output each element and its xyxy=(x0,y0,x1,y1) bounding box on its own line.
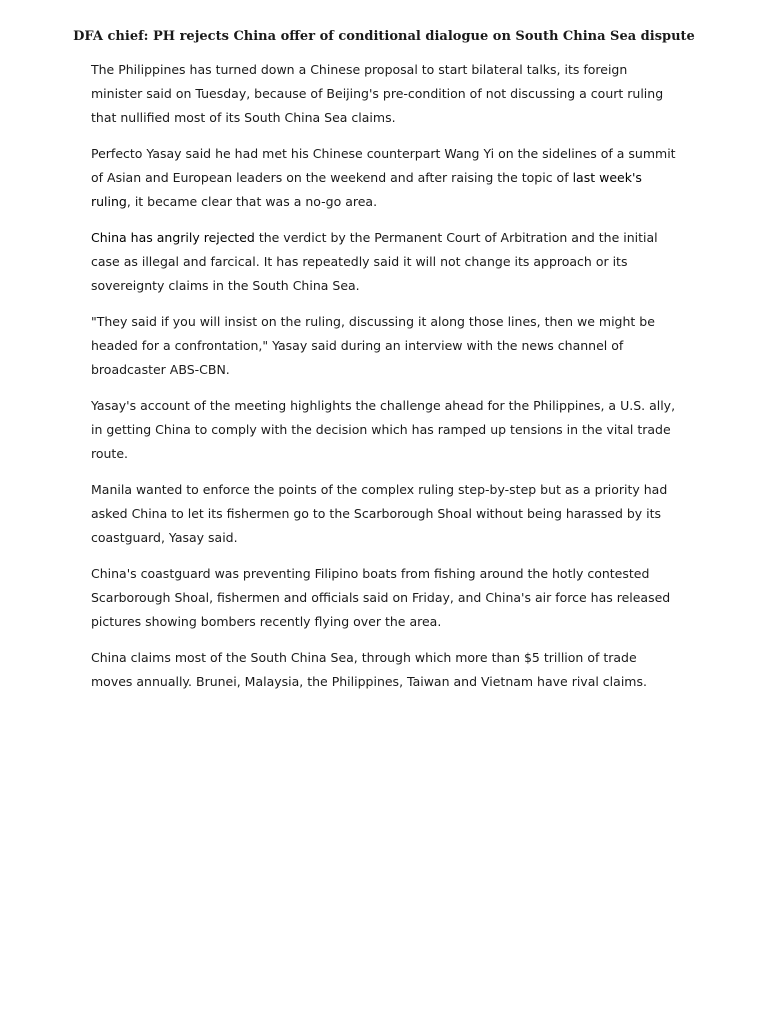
link-china-angrily-rejected[interactable]: China has angrily rejected xyxy=(91,230,255,245)
paragraph-8 xyxy=(91,646,681,694)
paragraph-text: "They said if you will insist on the ruling, discussing it along those lines, then we might be headed for a confrontation," Yasay said during an interview with the news channel of broadcaster ABS-CBN. xyxy=(91,314,655,377)
paragraph-3 xyxy=(91,226,681,298)
link-last-weeks-ruling[interactable]: last week's ruling xyxy=(91,170,642,209)
paragraph-text: Perfecto Yasay said he had met his Chinese counterpart Wang Yi on the sidelines of a summit of Asian and European leaders on the weekend and after raising the topic of xyxy=(91,146,676,185)
paragraph-text: China's coastguard was preventing Filipino boats from fishing around the hotly contested Scarborough Shoal, fishermen and officials said on Friday, and China's air force has released pictures showing bombers recently flying over the area. xyxy=(91,566,671,629)
paragraph-text: , it became clear that was a no-go area. xyxy=(126,194,378,209)
paragraph-1 xyxy=(91,58,681,130)
paragraph-7 xyxy=(91,562,681,634)
article-title: DFA chief: PH rejects China offer of conditional dialogue on South China Sea dispute xyxy=(73,29,695,44)
paragraph-4 xyxy=(91,310,681,382)
paragraph-text: China claims most of the South China Sea, through which more than $5 trillion of trade moves annually. Brunei, Malaysia, the Philippines, Taiwan and Vietnam have rival claims. xyxy=(91,650,647,689)
paragraph-text: Manila wanted to enforce the points of the complex ruling step-by-step but as a priority had asked China to let its fishermen go to the Scarborough Shoal without being harassed by its coastguard, Yasay said. xyxy=(91,482,668,545)
paragraph-2 xyxy=(91,142,681,214)
paragraph-text: Yasay's account of the meeting highlights the challenge ahead for the Philippines, a U.S. ally, in getting China to comply with the decision which has ramped up tensions in the vital trade route. xyxy=(91,398,676,461)
paragraph-5 xyxy=(91,394,681,466)
paragraph-6 xyxy=(91,478,681,550)
paragraph-text: the verdict by the Permanent Court of Arbitration and the initial case as illegal and farcical. It has repeatedly said it will not change its approach or its sovereignty claims in the South China Sea. xyxy=(91,230,658,293)
paragraph-text: The Philippines has turned down a Chinese proposal to start bilateral talks, its foreign minister said on Tuesday, because of Beijing's pre-condition of not discussing a court ruling that nullified most of its South China Sea claims. xyxy=(91,62,664,125)
article-body xyxy=(91,58,681,706)
